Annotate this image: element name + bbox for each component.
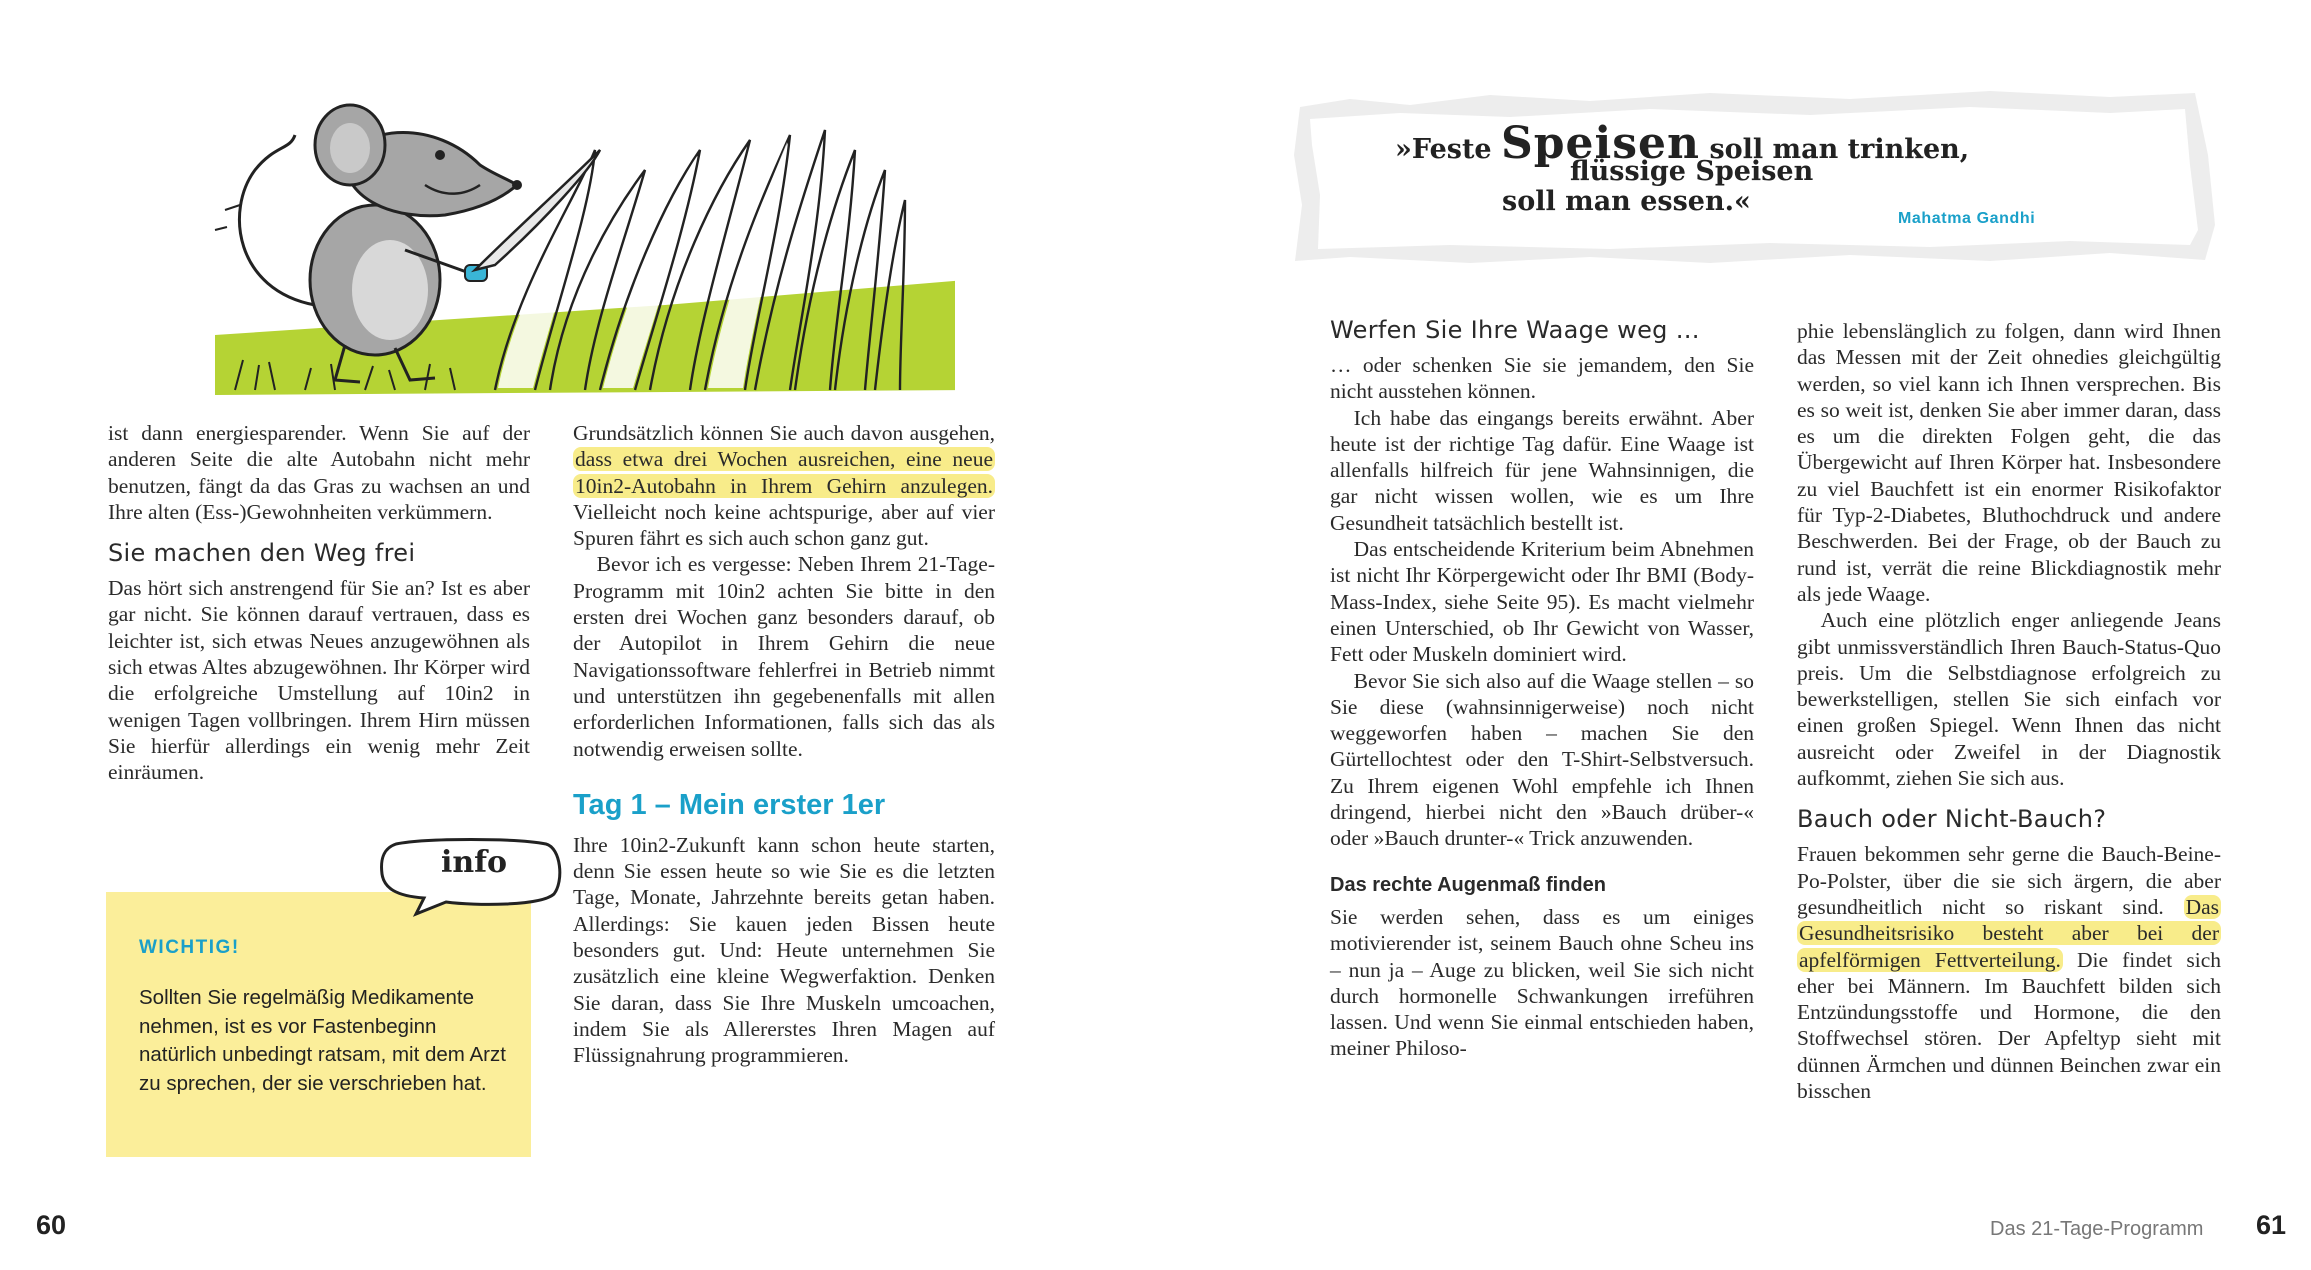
paragraph: Bevor ich es vergesse: Neben Ihrem 21-Tage-Programm mit 10in2 achten Sie bitte in den ersten drei Wochen ganz besonders darauf, ob der Autopilot in Ihrem Gehirn die neue Navigationssoftware fehlerfrei in Betrieb nimmt und unterstützen ihn gegebenenfalls mit allen erforderlichen Informationen, falls sich das als notwendig erweisen sollte. [573,552,995,761]
quote-author: Mahatma Gandhi [1898,210,2036,227]
day-heading: Tag 1 – Mein erster 1er [573,788,886,821]
paragraph: Ich habe das eingangs bereits erwähnt. Aber heute ist der richtige Tag dafür. Eine Waage ist allenfalls hilfreich für jene Wahnsinnigen, die gar nicht wissen wollen, wie es um Ihre Gesundheit tatsächlich bestellt ist. [1330,405,1754,535]
info-title: WICHTIG! [139,937,240,958]
page-number-right: 61 [2256,1210,2287,1240]
section-heading: Werfen Sie Ihre Waage weg … [1330,316,1700,344]
paragraph: Auch eine plötzlich enger anliegende Jeans gibt unmissverständlich Ihren Bauch-Status-Quo preis. Um die Selbstdiagnose erfolgreich zu bewerkstelligen, stellen Sie sich einfach vor einen großen Spiegel. Wenn Ihnen das nicht ausreicht oder Zweifel in der Diagnostik aufkommt, ziehen Sie sich aus. [1797,608,2221,791]
running-head: Das 21-Tage-Programm [1990,1218,2204,1240]
info-text: Sollten Sie regelmäßig Medikamente nehmen, ist es vor Fastenbeginn natürlich unbedingt ratsam, mit dem Arzt zu sprechen, der sie verschrieben hat. [139,986,506,1095]
paragraph: Frauen bekommen sehr gerne die Bauch-Beine-Po-Polster, über die sie sich ärgern, die aber gesundheitlich nicht so riskant sind. Das Gesundheitsrisiko besteht aber bei der apfelförmigen Fettverteilung. Die findet sich eher bei Männern. Im Bauchfett bilden sich Entzündungsstoffe und Hormone, die den Stoffwechsel stören. Der Apfeltyp sieht mit dünnen Ärmchen und dünnen Beinchen zwar ein bisschen [1797,842,2222,1104]
subheading: Das rechte Augenmaß finden [1330,873,1606,896]
paragraph: Bevor Sie sich also auf die Waage stellen – so Sie diese (wahnsinnigerweise) noch nicht weggeworfen haben – machen Sie den Gürtellochtest oder den T-Shirt-Selbstversuch. Zu Ihrem eigenen Wohl empfehle ich Ihnen dringend, hierbei nicht den »Bauch drüber-« oder »Bauch drunter-« Trick anzuwenden. [1330,668,1754,851]
paragraph: Ihre 10in2-Zukunft kann schon heute starten, denn Sie essen heute so wie Sie es die letzten Tage, Monate, Jahrzehnte bereits getan haben. Allerdings: Sie kauen jeden Bissen heute besonders gut. Und: Heute unternehmen Sie zusätzlich eine kleine Wegwerfaktion. Denken Sie daran, dass Sie Ihre Muskeln umcoachen, indem Sie als Allererstes Ihren Magen auf Flüssignahrung programmieren. [573,832,995,1068]
left-column-2 [573,420,995,1069]
highlighted-text: dass etwa drei Wochen ausreichen, eine neue 10in2-Autobahn in Ihrem Gehirn anzulegen. [575,447,993,498]
info-box [106,892,531,1157]
quote-line-3: soll man essen.« [1502,186,1751,217]
paragraph: ist dann energiesparender. Wenn Sie auf der anderen Seite die alte Autobahn nicht mehr benutzen, fängt da das Gras zu wachsen an und Ihre alten (Ess-)Gewohnheiten verkümmern. [108,421,530,524]
paragraph: Das hört sich anstrengend für Sie an? Ist es aber gar nicht. Sie können darauf vertrauen, dass es leichter ist, sich etwas Neues anzugewöhnen als sich etwas Altes abzugewöhnen. Ihr Körper wird die erfolgreiche Umstellung auf 10in2 in wenigen Tagen vollbringen. Ihrem Hirn müssen Sie hierfür allerdings ein wenig mehr Zeit einräumen. [108,576,530,785]
right-column-1 [1330,312,1754,1062]
paragraph: phie lebenslänglich zu folgen, dann wird Ihnen das Messen mit der Zeit ohnedies gleichgültig werden, so viel kann ich Ihnen versprechen. Bis es so weit ist, denken Sie aber immer daran, dass es um die direkten Folgen geht, die das Übergewicht auf Ihren Körper hat. Insbesondere zu viel Bauchfett ist ein enormer Risikofaktor für Typ-2-Diabetes, Bluthochdruck und andere Beschwerden. Bei der Frage, ob der Bauch zu rund ist, verrät die reine Blickdiagnostik mehr als jede Waage. [1797,319,2221,606]
page-number-left: 60 [36,1210,67,1240]
right-column-2 [1797,318,2221,1104]
paragraph: Sie werden sehen, dass es um einiges motivierender ist, seinem Bauch ohne Scheu ins – nun ja – Auge zu blicken, weil Sie sich nicht durch hormonelle Schwankungen irreführen lassen. Und wenn Sie einmal entschieden haben, meiner Philoso- [1330,904,1754,1061]
highlighted-text: Das Gesundheitsrisiko besteht aber bei der apfelförmigen Fettverteilung. [1799,894,2219,972]
section-heading: Sie machen den Weg frei [108,539,416,568]
section-heading: Bauch oder Nicht-Bauch? [1797,805,2107,834]
quote-emphasis: Speisen [1501,118,1701,169]
left-column-1 [108,420,530,786]
mouse-mowing-illustration [195,90,955,410]
paragraph: Das entscheidende Kriterium beim Abnehmen ist nicht Ihr Körpergewicht oder Ihr BMI (Body-Mass-Index, siehe Seite 95). Es macht vielmehr einen Unterschied, ob Ihr Gewicht von Wasser, Fett oder Muskeln dominiert wird. [1330,537,1754,667]
paragraph: Grundsätzlich können Sie auch davon ausgehen, dass etwa drei Wochen ausreichen, eine neue 10in2-Autobahn in Ihrem Gehirn anzulegen. Vielleicht noch keine achtspurige, aber auf vier Spuren fährt es sich auch schon ganz gut. [573,421,995,551]
paragraph: … oder schenken Sie sie jemandem, den Sie nicht ausstehen können. [1330,353,1754,404]
info-bubble-label: info [440,845,508,880]
quote-line-1: »Feste Speisen soll man trinken, [1395,118,1970,169]
quote-line-2: flüssige Speisen [1570,156,1814,187]
